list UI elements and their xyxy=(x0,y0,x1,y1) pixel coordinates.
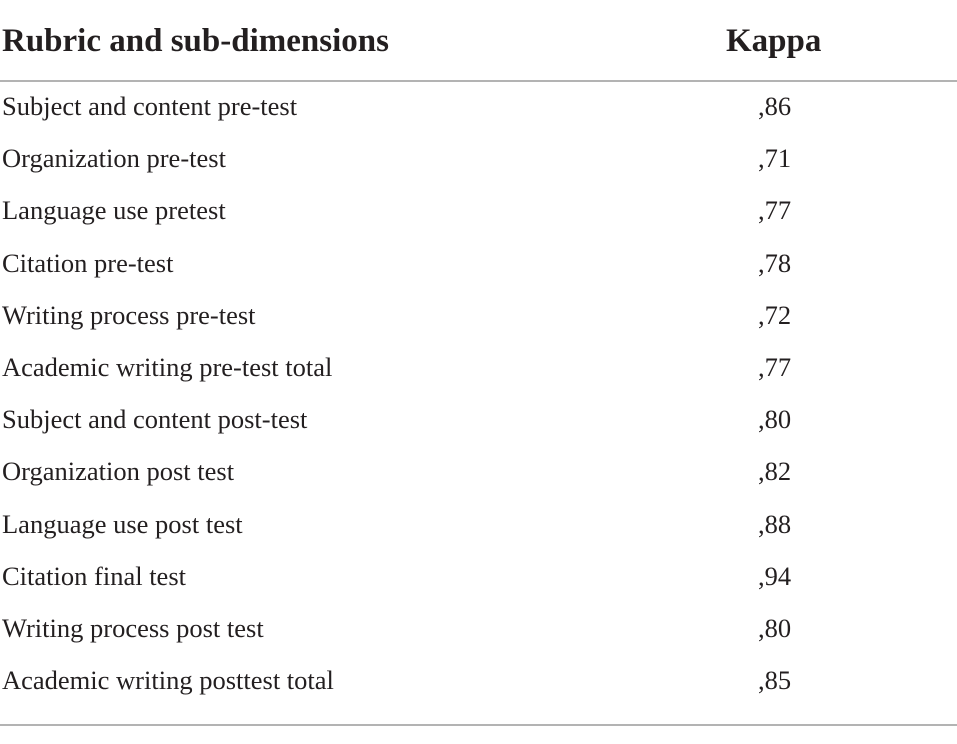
rubric-cell: Organization post test xyxy=(2,456,235,487)
rubric-cell: Citation pre-test xyxy=(2,247,174,278)
kappa-cell: ,88 xyxy=(758,508,792,539)
column-header-kappa: Kappa xyxy=(726,23,822,59)
table-row xyxy=(0,604,957,656)
table-row xyxy=(0,239,957,291)
rubric-cell: Subject and content post-test xyxy=(2,404,308,435)
table-row xyxy=(0,291,957,343)
rubric-cell: Organization pre-test xyxy=(2,143,226,174)
table-row xyxy=(0,500,957,552)
table-bottom-rule xyxy=(0,724,957,726)
kappa-cell: ,77 xyxy=(758,195,792,226)
table-row xyxy=(0,343,957,395)
table-row xyxy=(0,656,957,708)
table-row xyxy=(0,186,957,238)
kappa-cell: ,77 xyxy=(758,351,792,382)
kappa-cell: ,71 xyxy=(758,143,792,174)
kappa-cell: ,80 xyxy=(758,612,792,643)
rubric-cell: Writing process post test xyxy=(2,612,264,643)
table-row xyxy=(0,395,957,447)
table-header xyxy=(0,0,957,82)
rubric-cell: Academic writing pre-test total xyxy=(2,351,333,382)
table-row xyxy=(0,447,957,499)
rubric-cell: Writing process pre-test xyxy=(2,299,256,330)
kappa-cell: ,86 xyxy=(758,91,792,121)
kappa-cell: ,94 xyxy=(758,560,792,591)
rubric-cell: Subject and content pre-test xyxy=(2,91,298,121)
kappa-cell: ,85 xyxy=(758,665,792,696)
table-row xyxy=(0,134,957,186)
rubric-cell: Language use post test xyxy=(2,508,243,539)
rubric-cell: Academic writing posttest total xyxy=(2,665,334,696)
table-body xyxy=(0,82,957,708)
column-header-rubric: Rubric and sub-dimensions xyxy=(2,23,389,59)
rubric-cell: Citation final test xyxy=(2,560,186,591)
rubric-cell: Language use pretest xyxy=(2,195,226,226)
kappa-cell: ,80 xyxy=(758,404,792,435)
kappa-cell: ,72 xyxy=(758,299,792,330)
table-row xyxy=(0,82,957,134)
kappa-cell: ,78 xyxy=(758,247,792,278)
table-row xyxy=(0,552,957,604)
kappa-cell: ,82 xyxy=(758,456,792,487)
